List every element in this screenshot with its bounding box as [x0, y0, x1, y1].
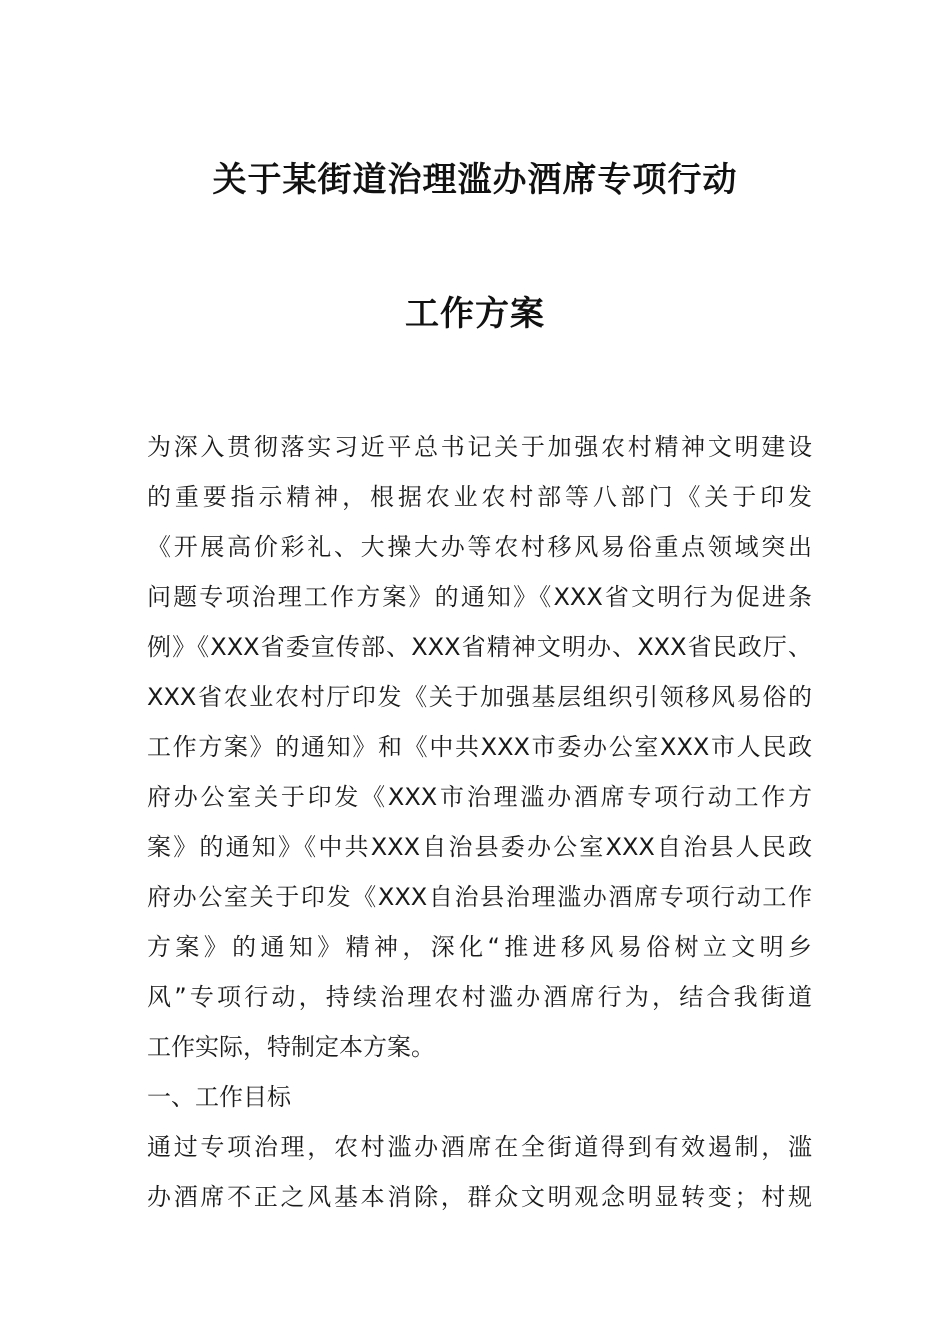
- intro-line: 《开展高价彩礼、大操大办等农村移风易俗重点领域突出: [147, 533, 812, 561]
- section-line: 通过专项治理，农村滥办酒席在全街道得到有效遏制，滥: [147, 1133, 812, 1161]
- intro-line: 为深入贯彻落实习近平总书记关于加强农村精神文明建设: [147, 433, 812, 461]
- intro-line: 例》《XXX省委宣传部、XXX省精神文明办、XXX省民政厅、: [147, 633, 812, 661]
- document-title-line-1: 关于某街道治理滥办酒席专项行动: [212, 160, 738, 200]
- intro-line: 的重要指示精神，根据农业农村部等八部门《关于印发: [147, 483, 812, 511]
- intro-line: 方案》的通知》精神，深化“推进移风易俗树立文明乡: [147, 933, 812, 961]
- intro-line: 风”专项行动，持续治理农村滥办酒席行为，结合我街道: [147, 983, 812, 1011]
- intro-line: 府办公室关于印发《XXX市治理滥办酒席专项行动工作方: [147, 783, 812, 811]
- intro-line: 工作实际，特制定本方案。: [147, 1033, 435, 1061]
- intro-line: 工作方案》的通知》和《中共XXX市委办公室XXX市人民政: [147, 733, 812, 761]
- intro-line: XXX省农业农村厅印发《关于加强基层组织引领移风易俗的: [147, 683, 812, 711]
- intro-line: 问题专项治理工作方案》的通知》《XXX省文明行为促进条: [147, 583, 812, 611]
- document-body: [147, 422, 812, 1222]
- intro-line: 府办公室关于印发《XXX自治县治理滥办酒席专项行动工作: [147, 883, 812, 911]
- section-heading: 一、工作目标: [147, 1083, 291, 1111]
- section-line: 办酒席不正之风基本消除，群众文明观念明显转变；村规: [147, 1183, 812, 1211]
- intro-line: 案》的通知》《中共XXX自治县委办公室XXX自治县人民政: [147, 833, 812, 861]
- document-title-line-2: 工作方案: [405, 294, 545, 334]
